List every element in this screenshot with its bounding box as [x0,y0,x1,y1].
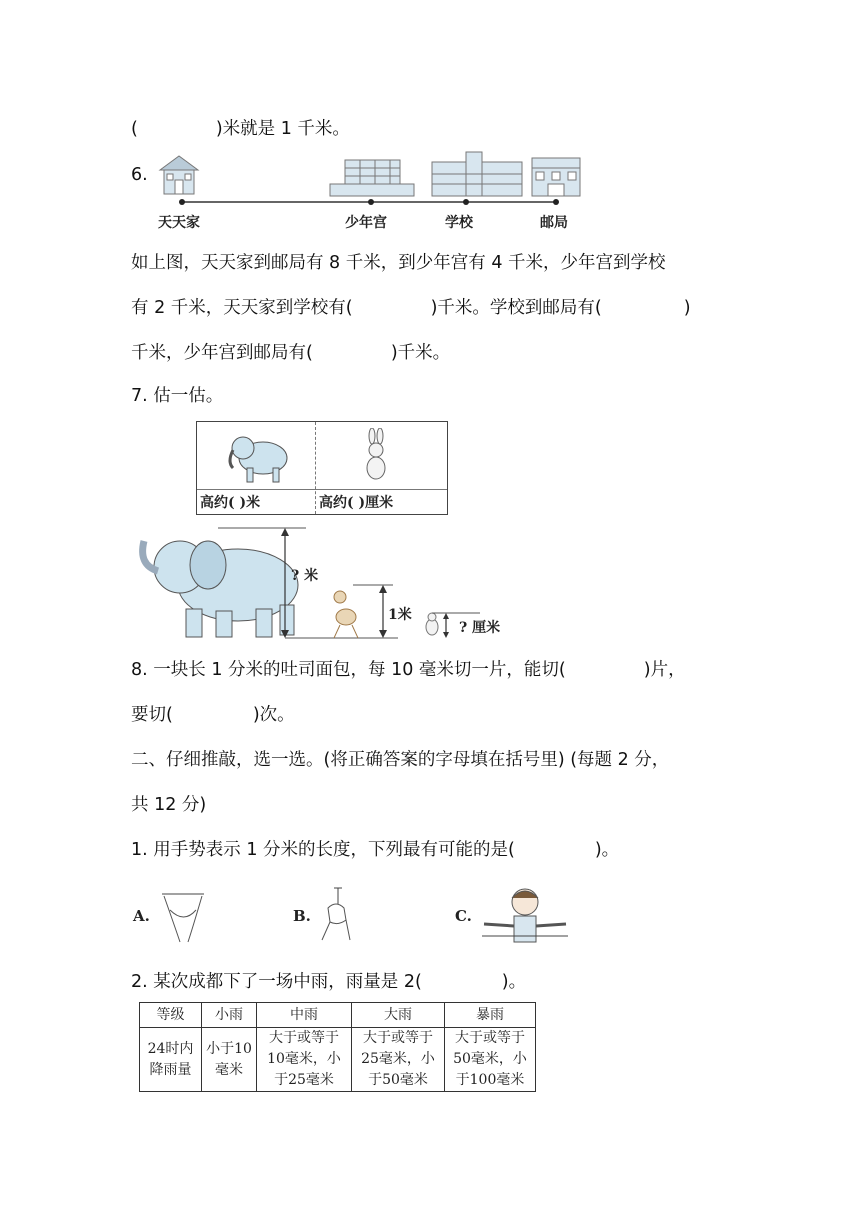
table-cell: 小于10 毫米 [202,1028,257,1092]
route-label-home: 天天家 [158,215,200,231]
q6-text-line1: 如上图，天天家到邮局有 8 千米，到少年宫有 4 千米，少年宫到学校 [131,253,666,273]
estimate-box [196,421,448,515]
q6-text-line2: 有 2 千米，天天家到学校有( )千米。学校到邮局有( ) [131,298,691,318]
route-label-youth-palace: 少年宫 [345,215,387,231]
rabbit-height-label: 高约( )厘米 [319,495,394,511]
mc2-question: 2. 某次成都下了一场中雨，雨量是 2( )。 [131,972,527,992]
option-b-label: B. [293,907,311,925]
elephant-question-label: ? 米 [291,568,319,584]
post-office-icon [532,158,580,196]
table-header: 小雨 [202,1003,257,1028]
section2-heading-cont: 共 12 分) [131,795,207,815]
option-c-label: C. [455,907,472,925]
route-point [368,199,374,205]
big-elephant-icon [143,541,298,637]
table-header: 暴雨 [445,1003,536,1028]
child-gesture-c-icon [478,884,572,946]
table-cell: 大于或等于 25毫米，小 于50毫米 [352,1028,445,1092]
elephant-height-label: 高约( )米 [200,495,261,511]
mc1-question: 1. 用手势表示 1 分米的长度，下列最有可能的是( )。 [131,840,620,860]
table-cell: 大于或等于 50毫米，小 于100毫米 [445,1028,536,1092]
deer-meter-label: 1米 [388,607,412,623]
route-label-post-office: 邮局 [540,215,568,231]
house-icon [160,156,198,194]
route-point [179,199,185,205]
q8-line1: 8. 一块长 1 分米的吐司面包，每 10 毫米切一片，能切( )片， [131,660,686,680]
table-cell: 大于或等于 10毫米，小 于25毫米 [257,1028,352,1092]
hand-gesture-b-icon [316,884,360,944]
rabbit-icon [359,428,393,484]
youth-palace-icon [330,160,414,196]
table-cell: 24时内 降雨量 [140,1028,202,1092]
rabbit-question-label: ? 厘米 [459,620,501,636]
small-rabbit-icon [426,613,438,635]
elephant-icon [225,428,295,486]
q6-number: 6. [131,165,148,185]
option-a-label: A. [133,907,150,925]
q8-line2: 要切( )次。 [131,705,295,725]
section2-heading: 二、仔细推敲，选一选。(将正确答案的字母填在括号里) (每题 2 分， [131,750,670,770]
hand-gesture-a-icon [156,890,212,946]
fill-line-km: ( )米就是 1 千米。 [131,119,350,139]
q6-text-line3: 千米，少年宫到邮局有( )千米。 [131,343,451,363]
school-icon [432,152,522,196]
route-point [553,199,559,205]
route-label-school: 学校 [445,215,473,231]
table-header: 大雨 [352,1003,445,1028]
table-header: 等级 [140,1003,202,1028]
route-point [463,199,469,205]
rainfall-table [139,1002,536,1092]
deer-icon [334,591,358,638]
q7-title: 7. 估一估。 [131,386,224,406]
table-header: 中雨 [257,1003,352,1028]
